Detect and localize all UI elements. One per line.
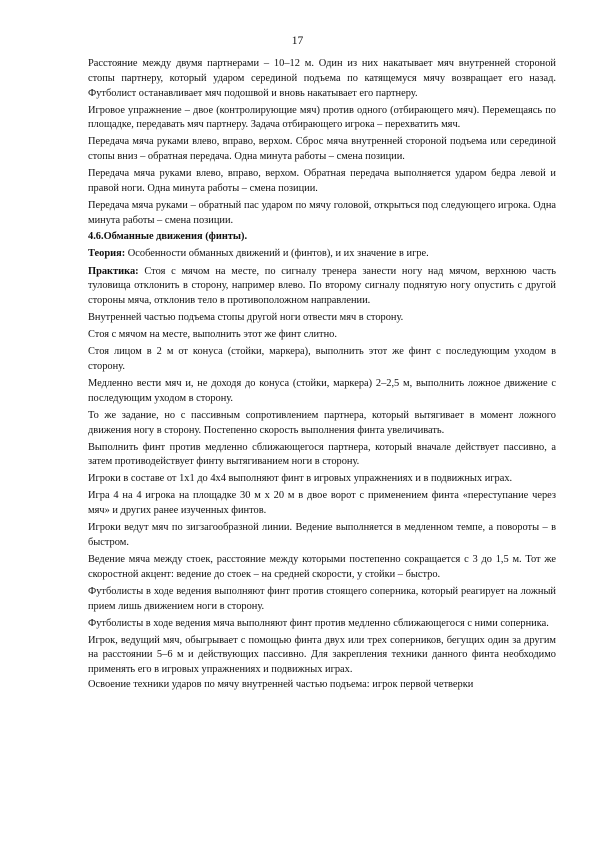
paragraph: Внутренней частью подъема стопы другой ноги отвести мяч в сторону.	[88, 312, 404, 324]
paragraph: Игрок, ведущий мяч, обыгрывает с помощью финта двух или трех соперников, бегущих один за другим на расстоянии 5–6 м и действующих пассивно. Для закрепления техники данного финта необходимо применять его в игровых упражнениях и подвижных играх.	[88, 634, 556, 676]
page-number: 17	[291, 35, 304, 47]
paragraph: Игроки ведут мяч по зигзагообразной линии. Ведение выполняется в медленном темпе, а повороты – в быстром.	[88, 522, 556, 548]
theory-text: Особенности обманных движений и (финтов), и их значение в игре.	[125, 248, 429, 260]
paragraph: Игровое упражнение – двое (контролирующие мяч) против одного (отбирающего мяч). Перемещаясь по площадке, передавать мяч партнеру. Задача отбирающего игрока – перехватить мяч.	[88, 104, 556, 131]
practice-text: Стоя с мячом на месте, по сигналу тренера занести ногу над мячом, верхнюю часть туловища отклонить в сторону, например влево. По второму сигналу поднятую ногу опустить с другой стороны мяча, отклонив тело в противоположном направлении.	[88, 265, 556, 307]
paragraph: Игра 4 на 4 игрока на площадке 30 м х 20 м в двое ворот с применением финта «переступание через мяч» и других ранее изученных финтов.	[88, 490, 556, 517]
practice-paragraph	[88, 265, 556, 309]
paragraph: Медленно вести мяч и, не доходя до конуса (стойки, маркера) 2–2,5 м, выполнить ложное движение с последующим уходом в сторону.	[88, 377, 556, 404]
theory-paragraph	[88, 247, 556, 262]
practice-label: Практика:	[88, 265, 139, 277]
paragraph: Освоение техники ударов по мячу внутренней частью подъема: игрок первой четверки	[88, 678, 474, 690]
paragraph: То же задание, но с пассивным сопротивлением партнера, который вытягивает в момент ложного движения ногу в сторону. Постепенно скорость выполнения финта увеличивать.	[88, 409, 556, 436]
paragraph: Ведение мяча между стоек, расстояние между которыми постепенно сокращается с 3 до 1,5 м. Тот же скоростной акцент: ведение до стоек – на средней скорости, у стойки – быстро.	[88, 554, 556, 580]
paragraph: Футболисты в ходе ведения мяча выполняют финт против медленно сближающегося с ними соперника.	[88, 617, 549, 629]
theory-label: Теория:	[88, 248, 126, 260]
section-heading: 4.6.Обманные движения (финты).	[88, 231, 248, 243]
paragraph: Расстояние между двумя партнерами – 10–12 м. Один из них накатывает мяч внутренней стороной стопы партнеру, который ударом серединой подъема по катящемуся мячу возвращает его назад. Футболист останавливает мяч подошвой и вновь накатывает его партнеру.	[88, 58, 556, 99]
paragraph: Игроки в составе от 1х1 до 4х4 выполняют финт в игровых упражнениях и в подвижных играх.	[88, 473, 513, 485]
paragraph: Передача мяча руками влево, вправо, верхом. Обратная передача выполняется ударом бедра левой и правой ноги. Одна минута работы – смена позиции.	[88, 168, 556, 194]
paragraph: Футболисты в ходе ведения выполняют финт против стоящего соперника, который реагирует на ложный прием лишь движением ноги в сторону.	[88, 585, 556, 612]
paragraph: Передача мяча руками – обратный пас ударом по мячу головой, открыться под следующего игрока. Одна минута работы – смена позиции.	[88, 199, 556, 226]
paragraph: Выполнить финт против медленно сближающегося партнера, который вначале действует пассивно, а затем противодействует финту вытягиванием ноги в сторону.	[88, 441, 556, 468]
document-body	[88, 57, 556, 693]
paragraph: Стоя лицом в 2 м от конуса (стойки, маркера), выполнить этот же финт с последующим уходом в сторону.	[88, 346, 556, 372]
paragraph: Передача мяча руками влево, вправо, верхом. Сброс мяча внутренней стороной подъема или серединой стопы вниз – обратная передача. Одна минута работы – смена позиции.	[88, 136, 556, 163]
paragraph: Стоя с мячом на месте, выполнить этот же финт слитно.	[88, 329, 337, 341]
